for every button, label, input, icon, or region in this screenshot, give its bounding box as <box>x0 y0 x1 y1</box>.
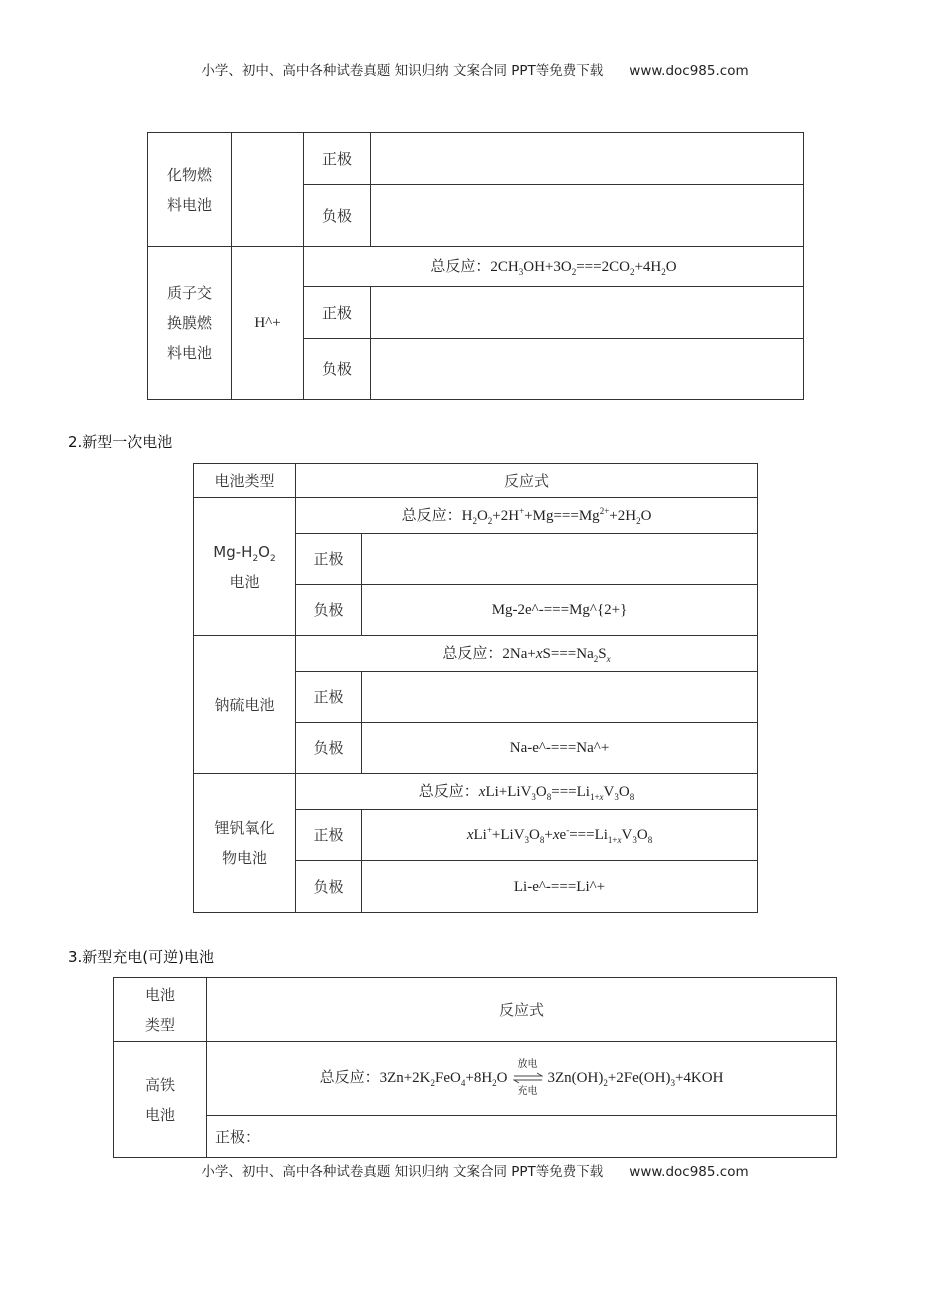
positive-label: 正极 <box>296 810 362 861</box>
reversible-arrow-icon <box>511 1059 545 1099</box>
section2-heading: 2.新型一次电池 <box>68 433 173 451</box>
positive-equation-blank[interactable] <box>371 133 804 185</box>
footer-text: 小学、初中、高中各种试卷真题 知识归纳 文案合同 PPT等免费下载 <box>201 1164 604 1180</box>
header-formula: 反应式 <box>207 978 837 1042</box>
rechargeable-battery-table <box>113 977 837 1158</box>
total-reaction: 总反应：$H_2O_2+2H^++Mg===Mg^{2+}+2H_2O$ <box>296 498 758 534</box>
page-footer <box>0 1160 950 1180</box>
header-battery-type: 电池 类型 <box>114 978 207 1042</box>
total-reaction: 总反应：$xLi+LiV_3O_8===Li_{1+x}V_3O_8$ <box>296 774 758 810</box>
negative-label: 负极 <box>296 585 362 636</box>
negative-equation[interactable]: Li-e^-===Li^+ <box>362 861 758 913</box>
negative-equation-blank[interactable] <box>371 339 804 400</box>
positive-equation-blank[interactable] <box>371 287 804 339</box>
section3-heading: 3.新型充电(可逆)电池 <box>68 948 215 966</box>
header-battery-type: 电池类型 <box>194 464 296 498</box>
negative-label: 负极 <box>304 185 371 247</box>
positive-label: 正极 <box>296 672 362 723</box>
cell-battery-name: 高铁 电池 <box>114 1042 207 1158</box>
arrow-top-label: 放电 <box>517 1058 538 1070</box>
footer-url: www.doc985.com <box>629 1164 749 1180</box>
total-reaction <box>207 1042 837 1116</box>
total-reaction-left: 总反应：$3Zn+2K_2FeO_4+8H_2O$ <box>319 1069 508 1088</box>
positive-label[interactable]: 正极： <box>207 1116 837 1158</box>
page-header <box>0 59 950 79</box>
positive-label: 正极 <box>304 287 371 339</box>
cell-battery-name: $Mg-H_2O_2$ 电池 <box>194 498 296 636</box>
negative-equation[interactable]: Mg-2e^-===Mg^{2+} <box>362 585 758 636</box>
equilibrium-arrows-icon <box>513 1072 543 1084</box>
negative-equation-blank[interactable] <box>371 185 804 247</box>
total-reaction: 总反应：$2CH_3OH+3O_2===2CO_2+4H_2O$ <box>304 247 804 287</box>
header-text: 小学、初中、高中各种试卷真题 知识归纳 文案合同 PPT等免费下载 <box>201 63 604 79</box>
negative-label: 负极 <box>296 861 362 913</box>
fuel-cell-table <box>147 132 804 400</box>
positive-label: 正极 <box>296 534 362 585</box>
total-reaction-right: $3Zn(OH)_2+2Fe(OH)_3+4KOH$ <box>547 1069 724 1088</box>
cell-ion: H^+ <box>232 247 304 400</box>
positive-equation[interactable] <box>362 534 758 585</box>
cell-battery-name: 钠硫电池 <box>194 636 296 774</box>
cell-battery-name: 锂钒氧化 物电池 <box>194 774 296 913</box>
cell-ion <box>232 133 304 247</box>
positive-equation[interactable]: $xLi^++LiV_3O_8+xe^-===Li_{1+x}V_3O_8$ <box>362 810 758 861</box>
cell-battery-name: 化物燃 料电池 <box>148 133 232 247</box>
total-reaction: 总反应：$2Na+xS===Na_2S_x$ <box>296 636 758 672</box>
arrow-bottom-label: 充电 <box>517 1085 538 1097</box>
header-formula: 反应式 <box>296 464 758 498</box>
negative-label: 负极 <box>304 339 371 400</box>
negative-equation[interactable]: Na-e^-===Na^+ <box>362 723 758 774</box>
negative-label: 负极 <box>296 723 362 774</box>
positive-label: 正极 <box>304 133 371 185</box>
positive-equation[interactable] <box>362 672 758 723</box>
primary-battery-table <box>193 463 758 913</box>
cell-battery-name: 质子交 换膜燃 料电池 <box>148 247 232 400</box>
header-url: www.doc985.com <box>629 63 749 79</box>
